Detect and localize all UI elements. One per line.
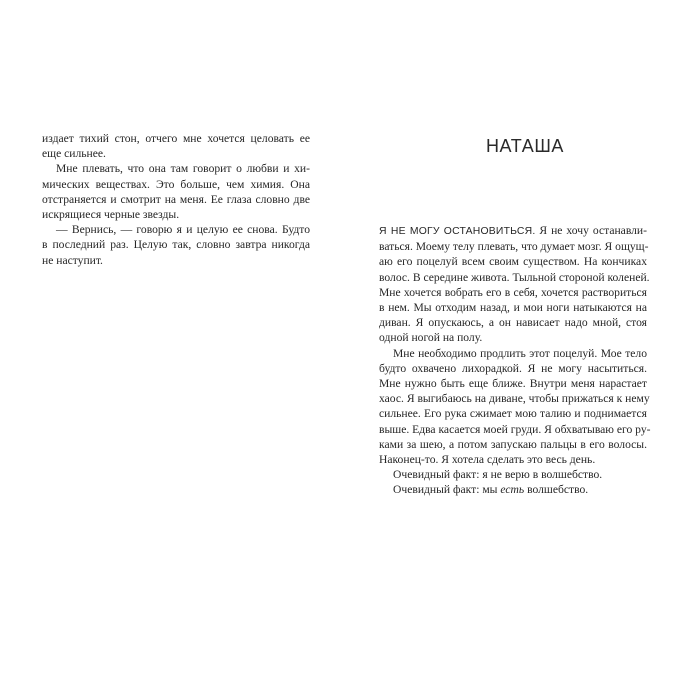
- text-line: не наступит.: [42, 253, 103, 267]
- final-line: [379, 482, 647, 497]
- text-line: искрящиеся черные звезды.: [42, 208, 180, 222]
- text-line: ками за шею, а потом запускаю пальцы в его волосы.: [379, 437, 647, 451]
- text-line: хаос. Я выгибаюсь на диване, чтобы прижаться к нему: [379, 392, 650, 406]
- text-line: одной ногой на полу.: [379, 331, 483, 345]
- text-line: ваться. Моему телу плевать, что думает мозг. Я ощущ-: [379, 240, 649, 254]
- text-line: в последний раз. Целую так, словно завтра никогда: [42, 238, 310, 252]
- text-line: Мне хочется вобрать его в себя, хочется раствориться: [379, 285, 647, 299]
- text-line: отстраняется и смотрит на меня. Ее глаза словно две: [42, 192, 310, 206]
- text-line: Мне плевать, что она там говорит о любви и хи-: [56, 162, 310, 176]
- text-line: мических веществах. Это больше, чем химия. Она: [42, 177, 310, 191]
- text-line: Мне необходимо продлить этот поцелуй. Мое тело: [393, 346, 647, 360]
- text-line: выше. Едва касается моей груди. Я обхватываю его ру-: [379, 422, 651, 436]
- text-line: сильнее. Его рука сжимает мою талию и поднимается: [379, 407, 647, 421]
- chapter-title: НАТАША: [485, 136, 565, 156]
- text-line: Очевидный факт: я не верю в волшебство.: [393, 468, 603, 482]
- text-line: в нем. Мы отходим назад, и мои ноги натыкаются на: [379, 301, 647, 315]
- text-line: волос. В середине живота. Тыльной стороной коленей.: [379, 270, 650, 284]
- text-line: издает тихий стон, отчего мне хочется целовать ее: [42, 132, 310, 145]
- text-line: еще сильнее.: [42, 147, 106, 161]
- text-line: аю его поцелуй всем своим существом. На кончиках: [379, 255, 647, 269]
- text-line: будто охвачено лихорадкой. Я не могу насытиться.: [379, 361, 647, 375]
- right-page-text: [379, 223, 651, 498]
- opening-line: [379, 223, 647, 239]
- opening-small-caps: Я НЕ МОГУ ОСТАНОВИТЬСЯ.: [379, 226, 536, 237]
- final-line-emphasis: есть: [500, 483, 525, 497]
- opening-line-rest: Я не хочу останавли-: [535, 224, 648, 237]
- final-line-end: волшебство.: [524, 483, 589, 497]
- final-line-start: Очевидный факт: мы: [393, 483, 501, 497]
- text-line: Наконец-то. Я хотела сделать это весь день.: [379, 453, 596, 467]
- text-line: — Вернись, — говорю я и целую ее снова. Будто: [56, 223, 310, 237]
- left-page-text: [42, 131, 310, 268]
- text-line: диван. Я опускаюсь, а он нависает надо мной, стоя: [379, 316, 647, 330]
- text-line: Мне нужно быть еще ближе. Внутри меня нарастает: [379, 377, 647, 391]
